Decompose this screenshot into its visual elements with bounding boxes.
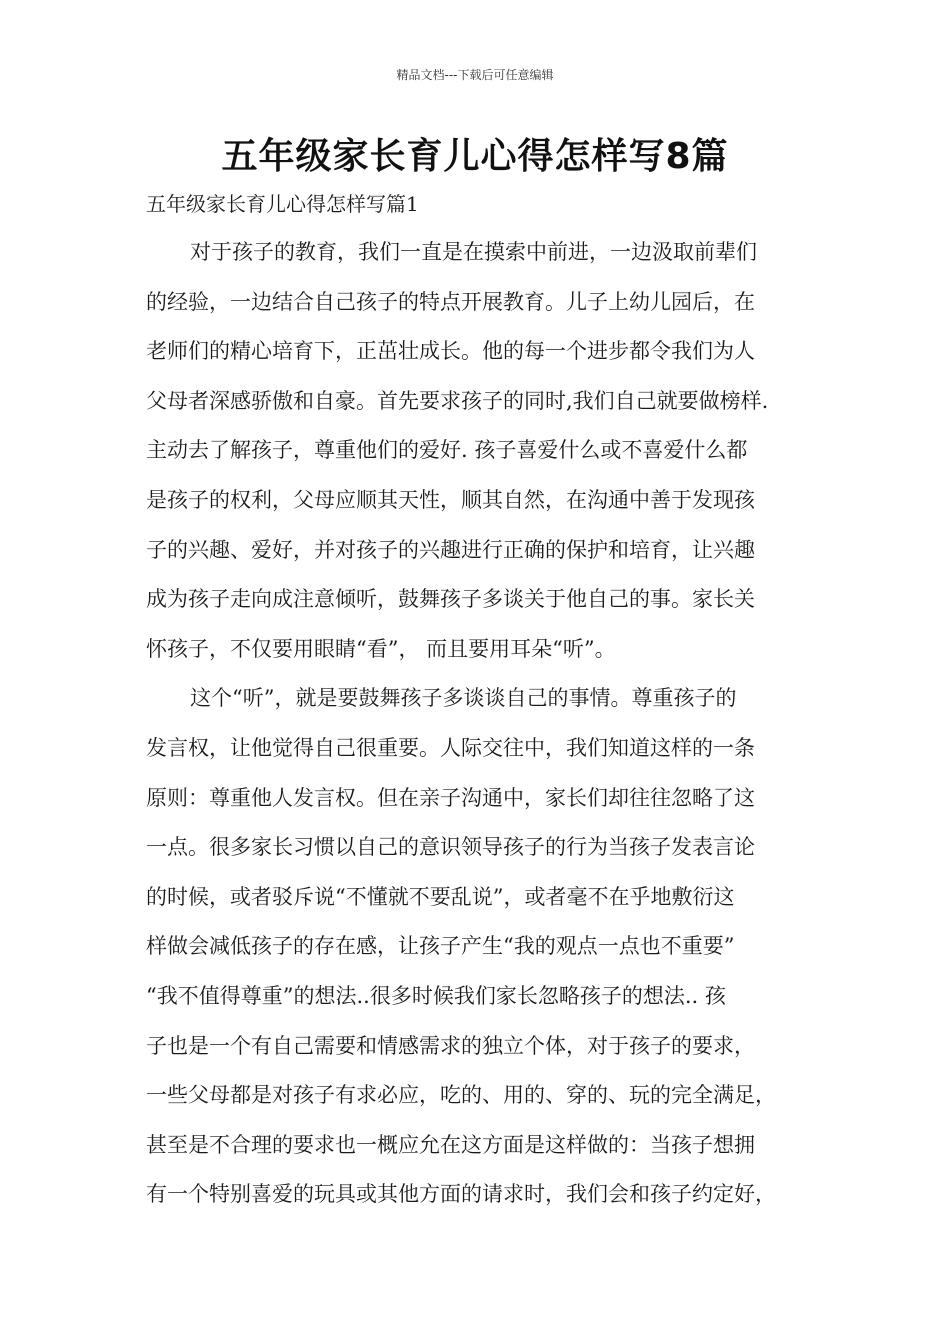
text-line: 对于孩子的教育，我们一直是在摸索中前进，一边汲取前辈们 [190, 240, 757, 264]
text-line: 甚至是不合理的要求也一概应允在这方面是这样做的：当孩子想拥 [146, 1132, 755, 1157]
section-title: 五年级家长育儿心得怎样写篇1 [146, 192, 419, 216]
text-line: 这个“听”，就是要鼓舞孩子多谈谈自己的事情。尊重孩子的 [190, 686, 737, 711]
text-line: 父母者深感骄傲和自豪。首先要求孩子的同时,我们自己就要做榜样. [146, 388, 769, 413]
text-line: 主动去了解孩子，尊重他们的爱好. 孩子喜爱什么或不喜爱什么都 [146, 438, 748, 463]
text-line: 发言权，让他觉得自己很重要。人际交往中，我们知道这样的一条 [146, 735, 755, 760]
text-line: 怀孩子，不仅要用眼睛“看”， 而且要用耳朵“听”。 [146, 636, 616, 661]
text-line: 一点。很多家长习惯以自己的意识领导孩子的行为当孩子发表言论 [146, 835, 755, 860]
text-line: 老师们的精心培育下，正茁壮成长。他的每一个进步都令我们为人 [146, 339, 755, 364]
document-title: 五年级家长育儿心得怎样写8篇 [221, 136, 729, 177]
text-line: 是孩子的权利，父母应顺其天性，顺其自然，在沟通中善于发现孩 [146, 487, 755, 512]
text-line: 子的兴趣、爱好，并对孩子的兴趣进行正确的保护和培育，让兴趣 [146, 537, 755, 562]
text-line: “我不值得尊重”的想法..很多时候我们家长忽略孩子的想法.. 孩 [146, 983, 726, 1008]
text-line: 成为孩子走向成注意倾听，鼓舞孩子多谈关于他自己的事。家长关 [146, 587, 755, 612]
text-line: 子也是一个有自己需要和情感需求的独立个体，对于孩子的要求， [146, 1033, 755, 1058]
header-note: 精品文档---下载后可任意编辑 [396, 68, 554, 82]
body-text [146, 228, 810, 1220]
text-line: 一些父母都是对孩子有求必应，吃的、用的、穿的、玩的完全满足， [146, 1083, 776, 1108]
text-line: 原则：尊重他人发言权。但在亲子沟通中，家长们却往往忽略了这 [146, 785, 755, 810]
text-line: 的时候，或者驳斥说“不懂就不要乱说”，或者毫不在乎地敷衍这 [146, 884, 735, 909]
text-line: 有一个特别喜爱的玩具或其他方面的请求时，我们会和孩子约定好， [146, 1182, 776, 1207]
text-line: 样做会减低孩子的存在感，让孩子产生“我的观点一点也不重要” [146, 934, 735, 959]
text-line: 的经验，一边结合自己孩子的特点开展教育。儿子上幼儿园后，在 [146, 289, 755, 314]
